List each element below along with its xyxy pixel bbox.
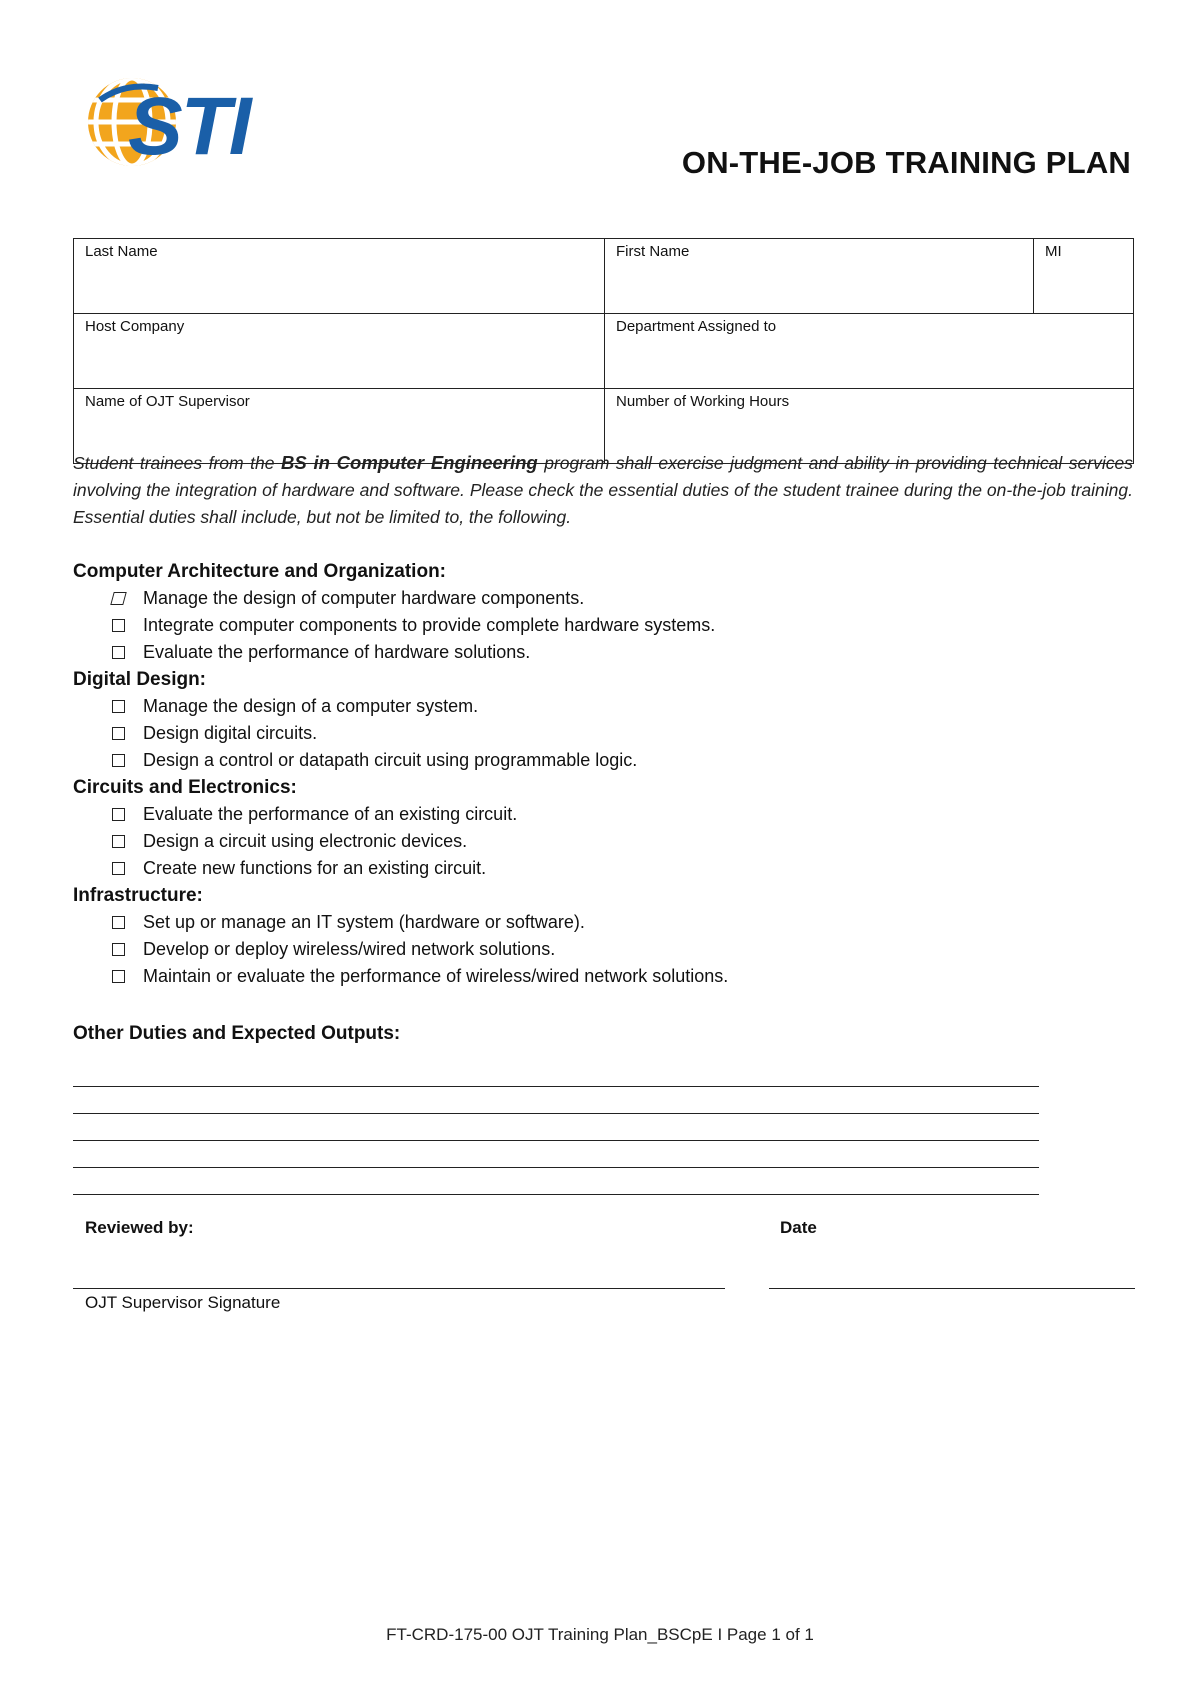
list-item <box>73 855 1133 882</box>
duty-label: Design a circuit using electronic devices. <box>143 831 468 851</box>
date-line[interactable] <box>769 1288 1135 1289</box>
last-name-label: Last Name <box>85 243 158 260</box>
section-title: Infrastructure: <box>73 885 203 906</box>
section-title: Circuits and Electronics: <box>73 777 297 798</box>
list-item <box>73 693 1133 720</box>
intro-text-end: program shall exercise judgment and ability in providing technical services involving the integration of hardware and software. Please check the essential duties of the student trainee during the on-the-job training. Essential duties shall include, but not be limited to, the following. <box>73 453 1133 527</box>
date-label: Date <box>780 1218 817 1237</box>
duty-section <box>73 774 1133 882</box>
writing-line[interactable] <box>73 1087 1039 1114</box>
last-name-field[interactable] <box>74 239 605 314</box>
duty-label: Integrate computer components to provide complete hardware systems. <box>143 615 716 635</box>
checkbox[interactable] <box>112 862 125 875</box>
checkbox[interactable] <box>112 835 125 848</box>
checkbox[interactable] <box>112 943 125 956</box>
list-item <box>73 585 1133 612</box>
list-item <box>73 720 1133 747</box>
intro-paragraph <box>73 449 1133 531</box>
page-title: ON-THE-JOB TRAINING PLAN <box>681 145 1131 180</box>
section-title: Computer Architecture and Organization: <box>73 561 446 582</box>
supervisor-label: Name of OJT Supervisor <box>85 393 250 410</box>
list-item <box>73 639 1133 666</box>
section-title: Digital Design: <box>73 669 207 690</box>
mi-field[interactable] <box>1034 239 1134 314</box>
signature-label: OJT Supervisor Signature <box>85 1293 281 1312</box>
duty-section <box>73 882 1133 990</box>
list-item <box>73 612 1133 639</box>
duty-label: Design a control or datapath circuit using programmable logic. <box>143 750 638 770</box>
list-item <box>73 909 1133 936</box>
writing-line[interactable] <box>73 1168 1039 1195</box>
checkbox[interactable] <box>112 700 125 713</box>
duty-label: Manage the design of computer hardware components. <box>143 588 585 608</box>
duty-label: Maintain or evaluate the performance of wireless/wired network solutions. <box>143 966 729 986</box>
signature-line[interactable] <box>73 1288 725 1289</box>
duty-label: Design digital circuits. <box>143 723 318 743</box>
checkbox[interactable] <box>112 916 125 929</box>
writing-line[interactable] <box>73 1114 1039 1141</box>
duty-label: Manage the design of a computer system. <box>143 696 479 716</box>
duty-label: Develop or deploy wireless/wired network solutions. <box>143 939 556 959</box>
duty-label: Create new functions for an existing circuit. <box>143 858 487 878</box>
program-name: BS in Computer Engineering <box>280 452 538 473</box>
mi-label: MI <box>1045 243 1062 260</box>
sti-logo <box>80 70 290 180</box>
writing-line[interactable] <box>73 1060 1039 1087</box>
writing-line[interactable] <box>73 1141 1039 1168</box>
sti-logo-graphic <box>80 70 290 180</box>
first-name-field[interactable] <box>605 239 1034 314</box>
table-row <box>74 239 1134 314</box>
table-row <box>74 314 1134 389</box>
department-field[interactable] <box>605 314 1134 389</box>
duty-label: Evaluate the performance of hardware solutions. <box>143 642 531 662</box>
checkbox[interactable] <box>112 619 125 632</box>
duty-label: Set up or manage an IT system (hardware or software). <box>143 912 585 932</box>
list-item <box>73 828 1133 855</box>
department-label: Department Assigned to <box>616 318 777 335</box>
working-hours-label: Number of Working Hours <box>616 393 790 410</box>
first-name-label: First Name <box>616 243 690 260</box>
reviewed-by-label: Reviewed by: <box>85 1218 194 1237</box>
logo-text: STI <box>128 81 250 172</box>
trainee-info-table <box>73 238 1134 464</box>
checkbox[interactable] <box>112 754 125 767</box>
host-company-label: Host Company <box>85 318 185 335</box>
list-item <box>73 963 1133 990</box>
checkbox[interactable] <box>112 727 125 740</box>
intro-text-start: Student trainees from the <box>73 453 281 473</box>
list-item <box>73 747 1133 774</box>
checkbox[interactable] <box>112 970 125 983</box>
list-item <box>73 801 1133 828</box>
duty-label: Evaluate the performance of an existing circuit. <box>143 804 518 824</box>
list-item <box>73 936 1133 963</box>
duty-section <box>73 558 1133 666</box>
duties-checklist <box>73 558 1133 990</box>
checkbox[interactable] <box>112 808 125 821</box>
page-footer: FT-CRD-175-00 OJT Training Plan_BSCpE I Page 1 of 1 <box>386 1625 814 1644</box>
checkbox[interactable] <box>112 646 125 659</box>
checkbox[interactable] <box>110 592 126 605</box>
other-duties-lines <box>73 1060 1039 1195</box>
other-duties-title: Other Duties and Expected Outputs: <box>73 1023 401 1044</box>
host-company-field[interactable] <box>74 314 605 389</box>
duty-section <box>73 666 1133 774</box>
